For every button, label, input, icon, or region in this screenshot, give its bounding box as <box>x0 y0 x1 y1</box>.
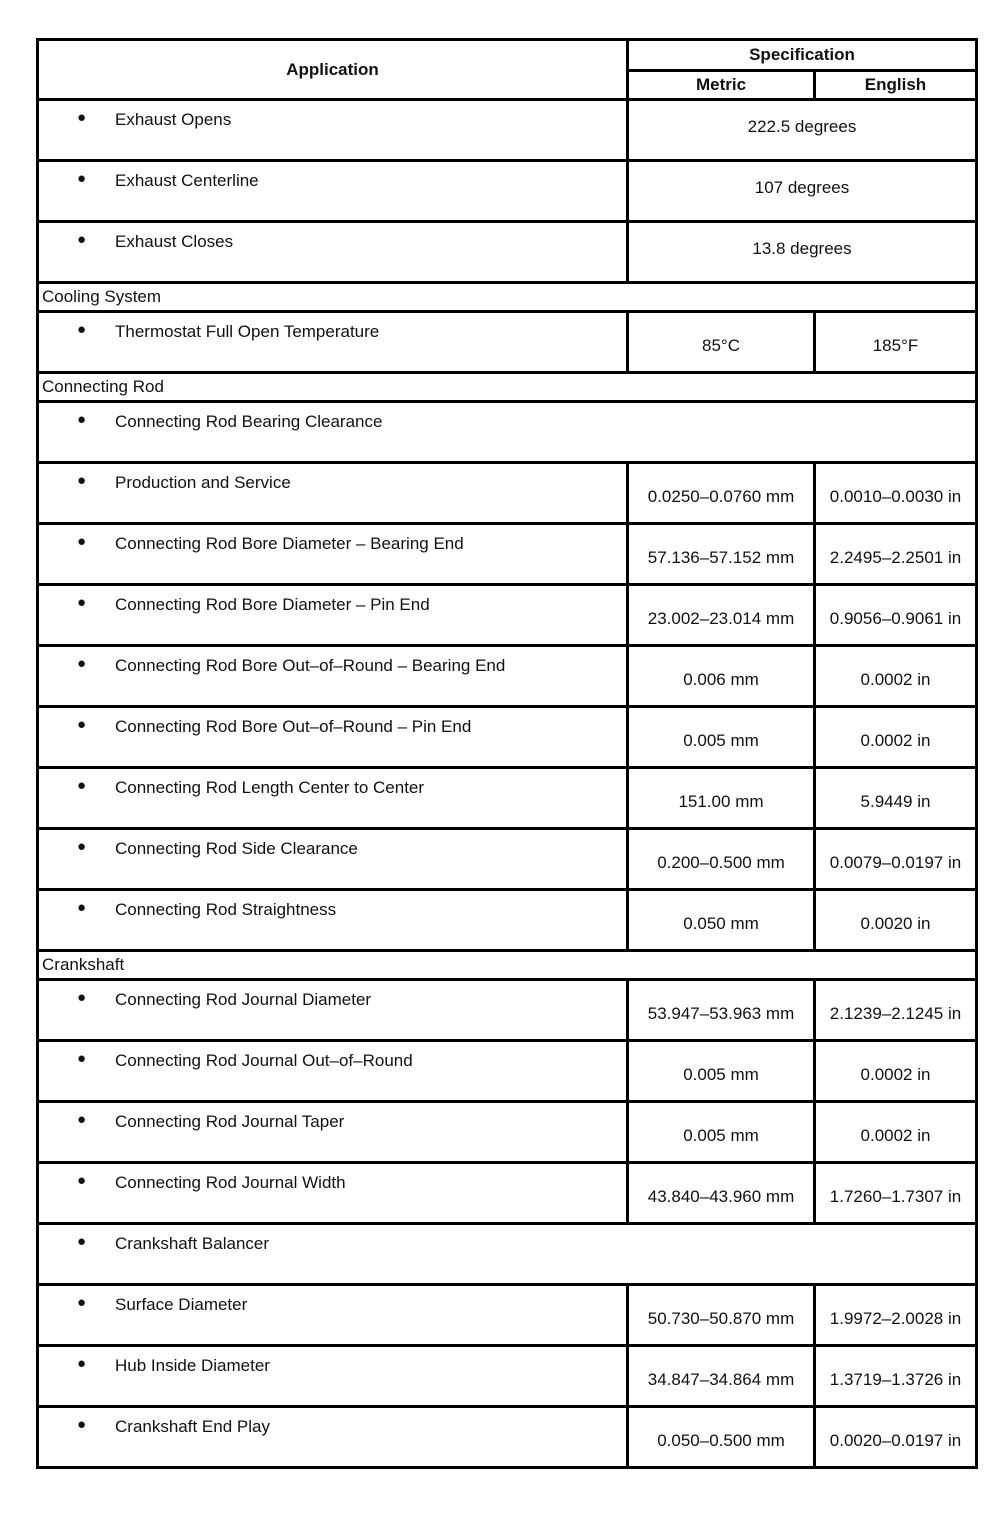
combined-value: 13.8 degrees <box>752 239 852 258</box>
english-value-cell <box>815 829 977 890</box>
application-cell <box>38 312 628 373</box>
metric-value: 0.050 mm <box>683 914 759 933</box>
section-row <box>38 283 977 312</box>
application-label: Thermostat Full Open Temperature <box>115 322 380 341</box>
application-cell <box>38 829 628 890</box>
application-cell <box>38 463 628 524</box>
bullet-icon: ● <box>77 655 87 672</box>
application-label: Exhaust Centerline <box>115 171 259 190</box>
metric-value-cell <box>628 1163 815 1224</box>
bullet-icon: ● <box>77 533 87 550</box>
combined-value: 107 degrees <box>754 178 850 197</box>
english-value-cell <box>815 707 977 768</box>
english-value: 185°F <box>872 336 919 355</box>
table-row <box>38 100 977 161</box>
bullet-icon: ● <box>77 777 87 794</box>
table-row <box>38 524 977 585</box>
english-value: 1.7260–1.7307 in <box>829 1187 962 1206</box>
application-label: Connecting Rod Bore Out–of–Round – Pin End <box>115 717 472 736</box>
table-row <box>38 1285 977 1346</box>
metric-value-cell <box>628 1041 815 1102</box>
combined-value: 222.5 degrees <box>747 117 857 136</box>
table-row <box>38 161 977 222</box>
metric-value: 43.840–43.960 mm <box>647 1187 795 1206</box>
application-cell <box>38 768 628 829</box>
application-cell <box>38 1224 977 1285</box>
metric-value: 23.002–23.014 mm <box>647 609 795 628</box>
metric-value: 151.00 mm <box>678 792 764 811</box>
metric-value: 0.050–0.500 mm <box>657 1431 785 1450</box>
application-cell <box>38 1102 628 1163</box>
application-label: Connecting Rod Bearing Clearance <box>115 412 383 431</box>
application-label: Connecting Rod Bore Diameter – Pin End <box>115 595 430 614</box>
table-row <box>38 1224 977 1285</box>
bullet-icon: ● <box>77 411 87 428</box>
bullet-icon: ● <box>77 899 87 916</box>
metric-value: 0.005 mm <box>683 1126 759 1145</box>
specification-table <box>36 38 978 1469</box>
application-cell <box>38 1407 628 1468</box>
bullet-icon: ● <box>77 838 87 855</box>
bullet-icon: ● <box>77 1416 87 1433</box>
application-label: Connecting Rod Side Clearance <box>115 839 358 858</box>
table-row <box>38 829 977 890</box>
english-value-cell <box>815 1346 977 1407</box>
metric-value: 50.730–50.870 mm <box>647 1309 795 1328</box>
table-row <box>38 980 977 1041</box>
metric-value: 57.136–57.152 mm <box>647 548 795 567</box>
application-cell <box>38 980 628 1041</box>
application-label: Connecting Rod Journal Diameter <box>115 990 372 1009</box>
application-label: Connecting Rod Straightness <box>115 900 337 919</box>
application-cell <box>38 646 628 707</box>
metric-value: 85°C <box>702 336 740 355</box>
table-row <box>38 463 977 524</box>
metric-value: 0.006 mm <box>683 670 759 689</box>
bullet-icon: ● <box>77 1233 87 1250</box>
combined-value-cell <box>628 222 977 283</box>
bullet-icon: ● <box>77 989 87 1006</box>
application-label: Surface Diameter <box>115 1295 248 1314</box>
application-label: Exhaust Closes <box>115 232 234 251</box>
table-row <box>38 768 977 829</box>
english-value-cell <box>815 1407 977 1468</box>
bullet-icon: ● <box>77 109 87 126</box>
english-value-cell <box>815 1102 977 1163</box>
application-label: Connecting Rod Journal Taper <box>115 1112 345 1131</box>
english-value: 0.0002 in <box>860 731 931 750</box>
application-label: Connecting Rod Length Center to Center <box>115 778 425 797</box>
application-label: Exhaust Opens <box>115 110 232 129</box>
english-value: 0.0079–0.0197 in <box>829 853 962 872</box>
application-cell <box>38 890 628 951</box>
table-row <box>38 1346 977 1407</box>
application-cell <box>38 1346 628 1407</box>
application-label: Crankshaft End Play <box>115 1417 270 1436</box>
application-label: Connecting Rod Bore Out–of–Round – Bearing End <box>115 656 506 675</box>
table-row <box>38 402 977 463</box>
metric-value-cell <box>628 463 815 524</box>
english-value-cell <box>815 463 977 524</box>
metric-value-cell <box>628 768 815 829</box>
english-value-cell <box>815 1163 977 1224</box>
english-value-cell <box>815 646 977 707</box>
table-row <box>38 585 977 646</box>
application-cell <box>38 1163 628 1224</box>
metric-value: 0.005 mm <box>683 1065 759 1084</box>
metric-value-cell <box>628 829 815 890</box>
application-cell <box>38 585 628 646</box>
table-row <box>38 646 977 707</box>
bullet-icon: ● <box>77 1050 87 1067</box>
application-cell <box>38 402 977 463</box>
metric-value: 0.005 mm <box>683 731 759 750</box>
bullet-icon: ● <box>77 1172 87 1189</box>
section-row <box>38 951 977 980</box>
application-cell <box>38 161 628 222</box>
english-value-cell <box>815 524 977 585</box>
metric-value-cell <box>628 980 815 1041</box>
metric-value-cell <box>628 1102 815 1163</box>
metric-value-cell <box>628 890 815 951</box>
metric-value: 0.0250–0.0760 mm <box>647 487 795 506</box>
metric-value: 53.947–53.963 mm <box>647 1004 795 1023</box>
bullet-icon: ● <box>77 1355 87 1372</box>
english-value: 0.0020 in <box>860 914 931 933</box>
application-cell <box>38 222 628 283</box>
english-value: 2.2495–2.2501 in <box>829 548 962 567</box>
bullet-icon: ● <box>77 594 87 611</box>
english-value: 5.9449 in <box>860 792 931 811</box>
section-heading: Crankshaft <box>38 951 977 980</box>
bullet-icon: ● <box>77 321 87 338</box>
english-value: 0.0002 in <box>860 1065 931 1084</box>
application-label: Hub Inside Diameter <box>115 1356 270 1375</box>
english-value: 0.0002 in <box>860 1126 931 1145</box>
section-heading: Connecting Rod <box>38 373 977 402</box>
bullet-icon: ● <box>77 1111 87 1128</box>
bullet-icon: ● <box>77 231 87 248</box>
specification-header: Specification <box>628 40 977 71</box>
english-value-cell <box>815 980 977 1041</box>
combined-value-cell <box>628 100 977 161</box>
table-row <box>38 1041 977 1102</box>
section-heading: Cooling System <box>38 283 977 312</box>
english-value: 1.9972–2.0028 in <box>829 1309 962 1328</box>
english-value: 2.1239–2.1245 in <box>829 1004 962 1023</box>
application-label: Crankshaft Balancer <box>115 1234 270 1253</box>
table-row <box>38 890 977 951</box>
english-value: 0.0002 in <box>860 670 931 689</box>
english-value-cell <box>815 312 977 373</box>
table-row <box>38 312 977 373</box>
bullet-icon: ● <box>77 716 87 733</box>
metric-value-cell <box>628 585 815 646</box>
combined-value-cell <box>628 161 977 222</box>
table-row <box>38 707 977 768</box>
metric-value-cell <box>628 707 815 768</box>
table-row <box>38 222 977 283</box>
bullet-icon: ● <box>77 1294 87 1311</box>
english-header: English <box>815 71 977 100</box>
application-label: Connecting Rod Bore Diameter – Bearing End <box>115 534 464 553</box>
english-value: 0.0020–0.0197 in <box>829 1431 962 1450</box>
application-label: Connecting Rod Journal Width <box>115 1173 346 1192</box>
application-label: Production and Service <box>115 473 291 492</box>
metric-value-cell <box>628 312 815 373</box>
metric-value: 34.847–34.864 mm <box>647 1370 795 1389</box>
english-value: 0.0010–0.0030 in <box>829 487 962 506</box>
application-cell <box>38 100 628 161</box>
application-cell <box>38 1285 628 1346</box>
table-row <box>38 1102 977 1163</box>
english-value-cell <box>815 1041 977 1102</box>
bullet-icon: ● <box>77 170 87 187</box>
table-row <box>38 1407 977 1468</box>
table-row <box>38 1163 977 1224</box>
english-value-cell <box>815 585 977 646</box>
metric-header: Metric <box>628 71 815 100</box>
application-header: Application <box>38 40 628 100</box>
table-body <box>38 100 977 1468</box>
english-value: 1.3719–1.3726 in <box>829 1370 962 1389</box>
application-cell <box>38 524 628 585</box>
application-cell <box>38 707 628 768</box>
application-cell <box>38 1041 628 1102</box>
english-value-cell <box>815 890 977 951</box>
english-value: 0.9056–0.9061 in <box>829 609 962 628</box>
metric-value: 0.200–0.500 mm <box>657 853 785 872</box>
metric-value-cell <box>628 646 815 707</box>
application-label: Connecting Rod Journal Out–of–Round <box>115 1051 413 1070</box>
metric-value-cell <box>628 1346 815 1407</box>
metric-value-cell <box>628 524 815 585</box>
english-value-cell <box>815 768 977 829</box>
metric-value-cell <box>628 1407 815 1468</box>
bullet-icon: ● <box>77 472 87 489</box>
english-value-cell <box>815 1285 977 1346</box>
section-row <box>38 373 977 402</box>
metric-value-cell <box>628 1285 815 1346</box>
